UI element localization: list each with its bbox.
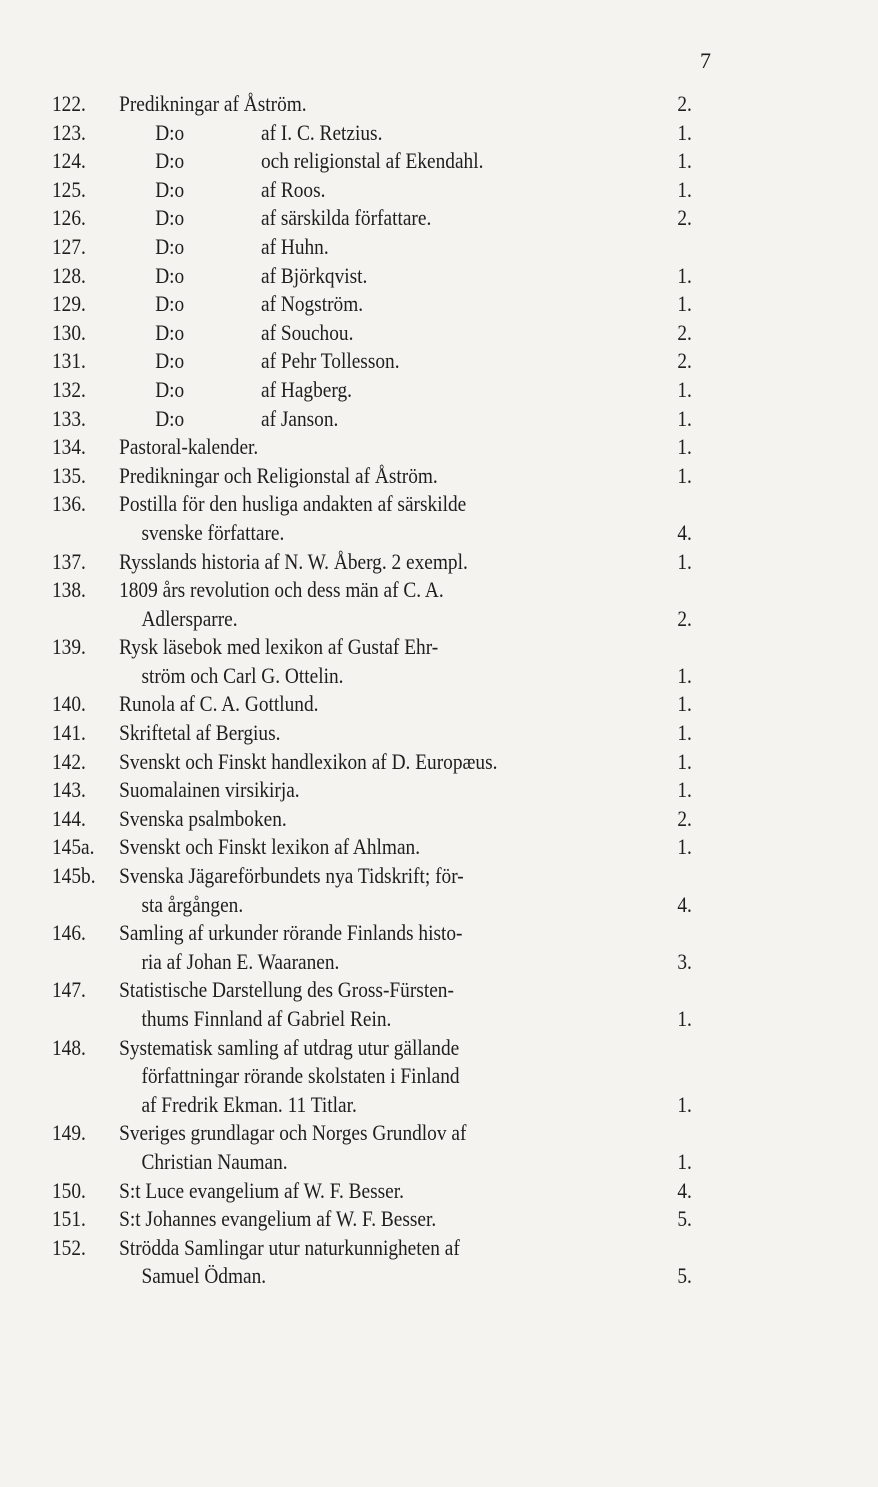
entry-title: af Roos. [260, 176, 326, 202]
entry-title: af särskilda författare. [260, 205, 432, 231]
catalog-list [52, 90, 692, 1291]
entry-title: af Souchou. [260, 319, 354, 345]
entry-line [119, 347, 692, 376]
ditto-mark: D:o [155, 376, 185, 402]
entry-line [119, 490, 692, 519]
ditto-mark: D:o [155, 348, 185, 374]
entry-line [119, 748, 692, 777]
entry-title: af Nogström. [260, 291, 364, 317]
entry-number: 137. [52, 548, 86, 574]
volume-count [645, 976, 691, 1005]
catalog-entry [52, 1177, 692, 1206]
entry-title: Svenskt och Finskt lexikon af Ahlman. [119, 834, 421, 860]
volume-count: 1. [677, 548, 692, 574]
volume-count: 5. [677, 1206, 692, 1232]
entry-number: 132. [52, 376, 86, 402]
volume-count: 3. [677, 948, 692, 974]
ditto-mark: D:o [155, 205, 185, 231]
volume-count: 1. [677, 1148, 692, 1174]
catalog-entry [52, 262, 692, 291]
volume-count: 1. [677, 691, 692, 717]
catalog-entry [52, 462, 692, 491]
entry-number: 130. [52, 319, 86, 345]
volume-count [645, 919, 691, 948]
catalog-entry [52, 805, 692, 834]
volume-count [645, 1234, 691, 1263]
volume-count: 1. [677, 405, 692, 431]
page-number: 7 [700, 48, 711, 73]
entry-title: Samuel Ödman. [141, 1263, 267, 1289]
entry-title: Adlersparre. [141, 605, 238, 631]
volume-count [645, 633, 691, 662]
entry-number: 138. [52, 577, 86, 603]
catalog-entry [52, 176, 692, 205]
ditto-mark: D:o [155, 319, 185, 345]
catalog-entry [52, 347, 692, 376]
entry-title: af I. C. Retzius. [260, 119, 383, 145]
entry-number: 136. [52, 491, 86, 517]
entry-line [119, 319, 692, 348]
ditto-mark: D:o [155, 176, 185, 202]
entry-line [119, 805, 692, 834]
entry-title: af Pehr Tollesson. [260, 348, 400, 374]
volume-count: 1. [677, 777, 692, 803]
catalog-entry [52, 433, 692, 462]
volume-count: 4. [677, 891, 692, 917]
entry-line [119, 719, 692, 748]
volume-count: 1. [677, 376, 692, 402]
entry-title: Pastoral-kalender. [119, 434, 259, 460]
entry-number: 122. [52, 91, 86, 116]
volume-count: 1. [677, 262, 692, 288]
entry-title: af Huhn. [260, 233, 329, 259]
volume-count: 1. [677, 1091, 692, 1117]
entry-title: Svenska psalmboken. [119, 805, 287, 831]
entry-number: 145b. [52, 863, 96, 889]
entry-number: 143. [52, 777, 86, 803]
entry-line [119, 833, 692, 862]
entry-number: 123. [52, 119, 86, 145]
entry-title: Christian Nauman. [141, 1148, 288, 1174]
entry-number: 146. [52, 920, 86, 946]
entry-title: af Björkqvist. [260, 262, 368, 288]
entry-line [119, 776, 692, 805]
entry-line [119, 290, 692, 319]
entry-number: 126. [52, 205, 86, 231]
entry-number: 131. [52, 348, 86, 374]
entry-line [119, 1177, 692, 1206]
catalog-entry [52, 976, 692, 1033]
entry-number: 128. [52, 262, 86, 288]
entry-line [119, 919, 692, 948]
entry-title: Predikningar af Åström. [119, 91, 307, 116]
catalog-entry [52, 90, 692, 119]
entry-title: Predikningar och Religionstal af Åström. [119, 462, 438, 488]
entry-title: Statistische Darstellung des Gross-Fürsten- [119, 977, 454, 1003]
entry-line [119, 90, 692, 119]
volume-count: 2. [677, 348, 692, 374]
volume-count [645, 1062, 691, 1091]
entry-title: Systematisk samling af utdrag utur gällande [119, 1034, 460, 1060]
entry-title: af Janson. [260, 405, 339, 431]
catalog-entry [52, 833, 692, 862]
entry-number: 133. [52, 405, 86, 431]
entry-line [119, 519, 692, 548]
entry-line [119, 233, 692, 262]
volume-count [645, 576, 691, 605]
entry-number: 149. [52, 1120, 86, 1146]
entry-title: Rysslands historia af N. W. Åberg. 2 exempl. [119, 548, 468, 574]
entry-number: 134. [52, 434, 86, 460]
entry-line [119, 433, 692, 462]
entry-title: Svenskt och Finskt handlexikon af D. Europæus. [119, 748, 498, 774]
entry-line [119, 633, 692, 662]
entry-number: 129. [52, 291, 86, 317]
entry-line [119, 948, 692, 977]
entry-line [119, 1034, 692, 1063]
volume-count: 2. [677, 205, 692, 231]
entry-line [119, 1062, 692, 1091]
entry-line [119, 1234, 692, 1263]
catalog-entry [52, 576, 692, 633]
entry-number: 135. [52, 462, 86, 488]
ditto-mark: D:o [155, 405, 185, 431]
entry-number: 152. [52, 1234, 86, 1260]
catalog-entry [52, 919, 692, 976]
ditto-mark: D:o [155, 148, 185, 174]
catalog-entry [52, 719, 692, 748]
entry-title: Sveriges grundlagar och Norges Grundlov af [119, 1120, 467, 1146]
volume-count [645, 862, 691, 891]
entry-line [119, 605, 692, 634]
entry-title: Samling af urkunder rörande Finlands histo- [119, 920, 463, 946]
entry-number: 125. [52, 176, 86, 202]
entry-title: 1809 års revolution och dess män af C. A. [119, 577, 444, 603]
entry-title: ström och Carl G. Ottelin. [141, 662, 344, 688]
volume-count: 1. [677, 720, 692, 746]
volume-count [645, 490, 691, 519]
entry-line [119, 376, 692, 405]
volume-count [645, 1034, 691, 1063]
entry-title: sta årgången. [141, 891, 244, 917]
entry-line [119, 262, 692, 291]
entry-line [119, 1005, 692, 1034]
catalog-entry [52, 147, 692, 176]
entry-number: 141. [52, 720, 86, 746]
entry-number: 127. [52, 233, 86, 259]
volume-count: 1. [677, 462, 692, 488]
catalog-entry [52, 376, 692, 405]
entry-line [119, 1262, 692, 1291]
entry-line [119, 1119, 692, 1148]
entry-title: af Hagberg. [260, 376, 352, 402]
entry-title: författningar rörande skolstaten i Finland [141, 1063, 460, 1089]
entry-number: 148. [52, 1034, 86, 1060]
volume-count: 1. [677, 119, 692, 145]
volume-count: 1. [677, 1006, 692, 1031]
entry-title: ria af Johan E. Waaranen. [141, 948, 340, 974]
catalog-entry [52, 1119, 692, 1176]
volume-count: 4. [677, 1177, 692, 1203]
entry-line [119, 147, 692, 176]
entry-title: af Fredrik Ekman. 11 Titlar. [141, 1091, 357, 1117]
entry-title: Suomalainen virsikirja. [119, 777, 300, 803]
entry-line [119, 462, 692, 491]
volume-count: 1. [677, 291, 692, 317]
entry-line [119, 862, 692, 891]
entry-title: och religionstal af Ekendahl. [260, 148, 484, 174]
entry-number: 145a. [52, 834, 95, 860]
catalog-entry [52, 204, 692, 233]
entry-number: 147. [52, 977, 86, 1003]
catalog-entry [52, 119, 692, 148]
entry-line [119, 1205, 692, 1234]
entry-number: 124. [52, 148, 86, 174]
entry-line [119, 1091, 692, 1120]
entry-line [119, 548, 692, 577]
entry-line [119, 405, 692, 434]
catalog-entry [52, 405, 692, 434]
entry-title: Rysk läsebok med lexikon af Gustaf Ehr- [119, 634, 439, 660]
volume-count: 5. [677, 1263, 692, 1289]
entry-number: 142. [52, 748, 86, 774]
entry-number: 150. [52, 1177, 86, 1203]
volume-count: 2. [677, 805, 692, 831]
volume-count: 2. [677, 91, 692, 116]
catalog-entry [52, 1205, 692, 1234]
volume-count: 1. [677, 834, 692, 860]
entry-line [119, 1148, 692, 1177]
catalog-entry [52, 548, 692, 577]
volume-count: 2. [677, 319, 692, 345]
entry-title: Skriftetal af Bergius. [119, 720, 281, 746]
ditto-mark: D:o [155, 291, 185, 317]
entry-line [119, 891, 692, 920]
ditto-mark: D:o [155, 233, 185, 259]
ditto-mark: D:o [155, 262, 185, 288]
ditto-mark: D:o [155, 119, 185, 145]
volume-count: 2. [677, 605, 692, 631]
catalog-entry [52, 490, 692, 547]
entry-number: 139. [52, 634, 86, 660]
volume-count: 4. [677, 519, 692, 545]
entry-number: 140. [52, 691, 86, 717]
entry-title: Runola af C. A. Gottlund. [119, 691, 319, 717]
volume-count: 1. [677, 434, 692, 460]
catalog-entry [52, 1034, 692, 1120]
entry-number: 144. [52, 805, 86, 831]
catalog-entry [52, 1234, 692, 1291]
entry-line [119, 976, 692, 1005]
entry-title: S:t Johannes evangelium af W. F. Besser. [119, 1206, 437, 1232]
entry-line [119, 576, 692, 605]
catalog-entry [52, 633, 692, 690]
entry-title: Svenska Jägareförbundets nya Tidskrift; för- [119, 863, 464, 889]
entry-title: Postilla för den husliga andakten af särskilde [119, 491, 467, 517]
entry-number: 151. [52, 1206, 86, 1232]
volume-count: 1. [677, 748, 692, 774]
entry-title: svenske författare. [141, 519, 285, 545]
entry-line [119, 119, 692, 148]
catalog-entry [52, 862, 692, 919]
entry-title: thums Finnland af Gabriel Rein. [141, 1006, 392, 1031]
catalog-entry [52, 748, 692, 777]
catalog-entry [52, 233, 692, 262]
catalog-entry [52, 776, 692, 805]
catalog-entry [52, 690, 692, 719]
entry-line [119, 204, 692, 233]
entry-line [119, 690, 692, 719]
entry-line [119, 662, 692, 691]
volume-count [645, 233, 691, 262]
volume-count: 1. [677, 662, 692, 688]
catalog-entry [52, 290, 692, 319]
entry-title: Strödda Samlingar utur naturkunnigheten af [119, 1234, 460, 1260]
volume-count [645, 1119, 691, 1148]
entry-line [119, 176, 692, 205]
catalog-entry [52, 319, 692, 348]
entry-title: S:t Luce evangelium af W. F. Besser. [119, 1177, 404, 1203]
volume-count: 1. [677, 148, 692, 174]
volume-count: 1. [677, 176, 692, 202]
